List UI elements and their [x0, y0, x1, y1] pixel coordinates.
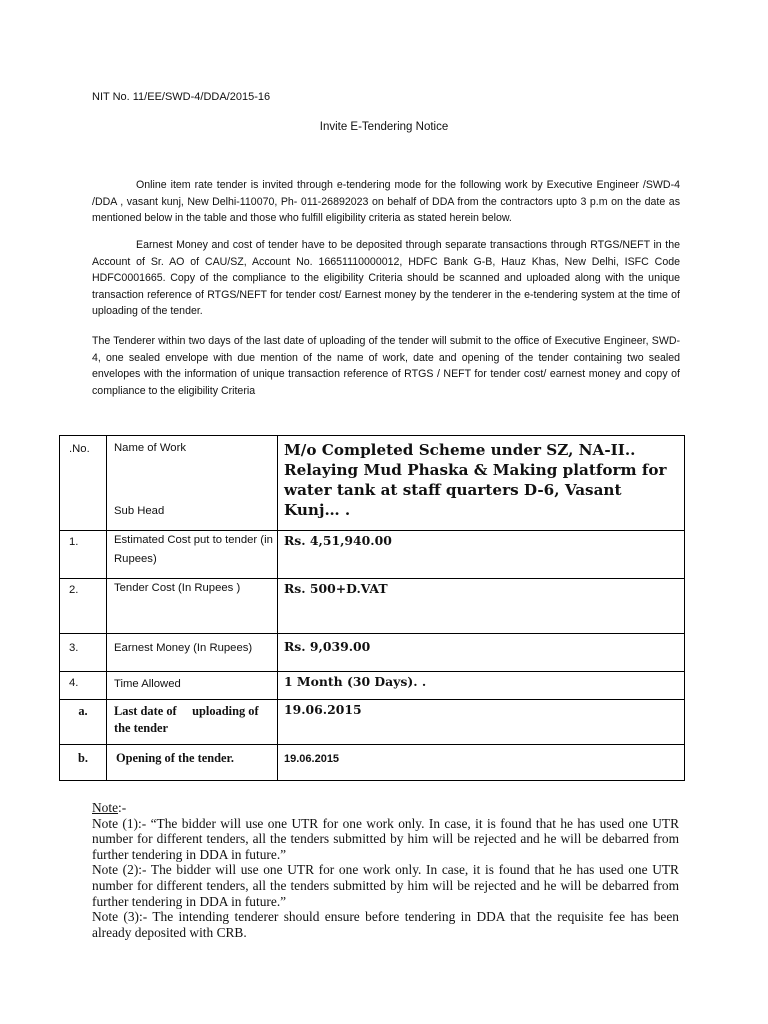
intro-paragraph [92, 177, 680, 227]
row-label: Opening of the tender. [107, 745, 278, 781]
payment-paragraph [92, 237, 680, 320]
row-number: 2. [60, 579, 107, 634]
row-value: Rs. 9,039.00 [278, 634, 685, 672]
row-label: Estimated Cost put to tender (in Rupees) [107, 531, 278, 579]
row-number: a. [60, 700, 107, 745]
table-row [60, 579, 685, 634]
row-number: 1. [60, 531, 107, 579]
submission-paragraph [92, 333, 680, 399]
paragraph-text: The Tenderer within two days of the last date of uploading of the tender will submit to the office of Executive Engineer, SWD-4, one sealed envelope with due mention of the name of work, date and opening of the tender containing two sealed envelopes with the information of unique transaction reference of RTGS / NEFT for tender cost/ earnest money and copy of compliance to the eligibility Criteria [92, 335, 680, 397]
note-item: Note (2):- The bidder will use one UTR for one work only. In case, it is found that he has used one UTR number for different tenders, all the tenders submitted by him will be rejected and he will be debarred from further tendering in DDA in future.” [92, 862, 679, 909]
row-number: 3. [60, 634, 107, 672]
tender-details-table [59, 435, 685, 781]
row-label: Tender Cost (In Rupees ) [107, 579, 278, 634]
row-value: 1 Month (30 Days). . [278, 672, 685, 700]
table-row [60, 436, 685, 531]
notice-title: Invite E-Tendering Notice [319, 121, 449, 133]
row-value: 19.06.2015 [278, 700, 685, 745]
row-value: Rs. 500+D.VAT [278, 579, 685, 634]
table-row [60, 531, 685, 579]
nit-number: NIT No. 11/EE/SWD-4/DDA/2015-16 [92, 91, 271, 103]
paragraph-text: Earnest Money and cost of tender have to be deposited through separate transactions through RTGS/NEFT in the Account of Sr. AO of CAU/SZ, Account No. 16651110000012, HDFC Bank G-B, Hauz Khas, New Delhi, ISFC Code HDFC0001665. Copy of the compliance to the eligibility Criteria should be scanned and uploaded along with the unique transaction reference of RTGS/NEFT for tender cost/ Earnest money by the tenderer in the e-tendering system at the time of uploading of the tender. [92, 239, 680, 318]
row-label: Time Allowed [107, 672, 278, 700]
name-of-work-label: Name of Work [114, 442, 186, 454]
row-number: b. [60, 745, 107, 781]
sub-head-label: Sub Head [114, 505, 165, 517]
work-name: M/o Completed Scheme under SZ, NA-II.. Relaying Mud Phaska & Making platform for water tank at staff quarters D-6, Vasant Kunj… . [278, 436, 685, 531]
table-row [60, 634, 685, 672]
row-number: 4. [60, 672, 107, 700]
work-label-cell [107, 436, 278, 531]
row-label: Last date of uploading of the tender [107, 700, 278, 745]
table-row [60, 745, 685, 781]
notes-heading-line [92, 800, 679, 816]
table-row [60, 672, 685, 700]
paragraph-text: Online item rate tender is invited through e-tendering mode for the following work by Executive Engineer /SWD-4 /DDA , vasant kunj, New Delhi-110070, Ph- 011-26892023 on behalf of DDA from the contractors upto 3 p.m on the date as mentioned below in the table and those who fulfill eligibility criteria as stated herein below. [92, 179, 680, 225]
note-item: Note (1):- “The bidder will use one UTR for one work only. In case, it is found that he has used one UTR number for different tenders, all the tenders submitted by him will be rejected and he will be debarred from further tendering in DDA in future.” [92, 815, 679, 862]
row-value: Rs. 4,51,940.00 [278, 531, 685, 579]
sno-header: .No. [60, 436, 107, 531]
notes-heading-suffix: :- [118, 800, 127, 815]
notes-section [92, 800, 679, 940]
table-row [60, 700, 685, 745]
row-label: Earnest Money (In Rupees) [107, 634, 278, 672]
row-value: 19.06.2015 [278, 745, 685, 781]
notes-heading: Note [92, 800, 119, 815]
note-item: Note (3):- The intending tenderer should ensure before tendering in DDA that the requisite fee has been already deposited with CRB. [92, 909, 679, 940]
